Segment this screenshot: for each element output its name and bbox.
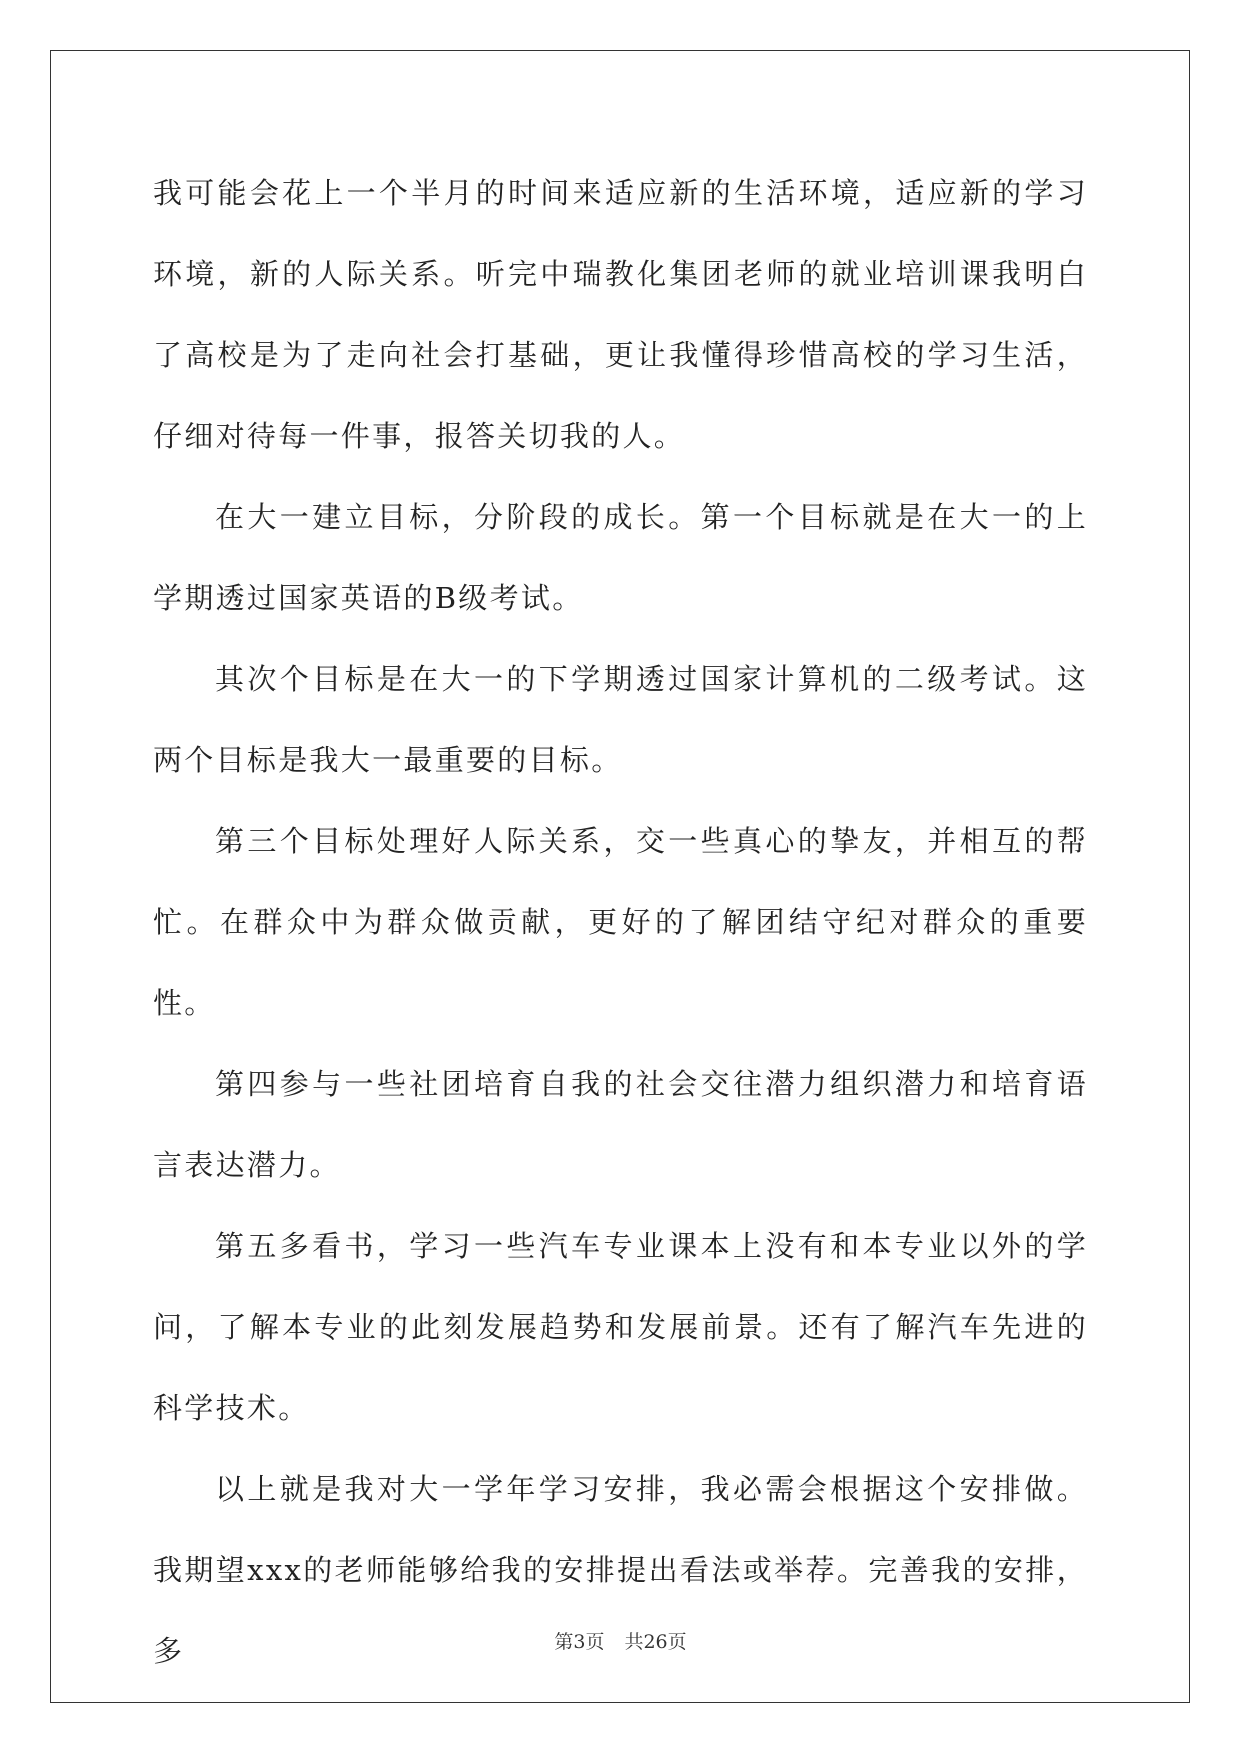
total-pages: 共26页: [624, 1631, 687, 1653]
paragraph-5: 第四参与一些社团培育自我的社会交往潜力组织潜力和培育语言表达潜力。: [153, 1067, 1088, 1182]
paragraph-6: 第五多看书，学习一些汽车专业课本上没有和本专业以外的学问，了解本专业的此刻发展趋势和发展前景。还有了解汽车先进的科学技术。: [153, 1229, 1088, 1425]
paragraph-2: 在大一建立目标，分阶段的成长。第一个目标就是在大一的上学期透过国家英语的B级考试。: [153, 500, 1088, 615]
document-body: [153, 153, 1088, 1692]
paragraph-4: 第三个目标处理好人际关系，交一些真心的挚友，并相互的帮忙。在群众中为群众做贡献，更好的了解团结守纪对群众的重要性。: [153, 824, 1088, 1020]
paragraph-7: 以上就是我对大一学年学习安排，我必需会根据这个安排做。我期望xxx的老师能够给我的安排提出看法或举荐。完善我的安排，多: [153, 1472, 1088, 1668]
page-number: 第3页: [554, 1631, 605, 1653]
paragraph-3: 其次个目标是在大一的下学期透过国家计算机的二级考试。这两个目标是我大一最重要的目标。: [153, 662, 1088, 777]
page-footer: [0, 1627, 1241, 1654]
paragraph-1: 我可能会花上一个半月的时间来适应新的生活环境，适应新的学习环境，新的人际关系。听完中瑞教化集团老师的就业培训课我明白了高校是为了走向社会打基础，更让我懂得珍惜高校的学习生活，仔细对待每一件事，报答关切我的人。: [153, 176, 1088, 453]
